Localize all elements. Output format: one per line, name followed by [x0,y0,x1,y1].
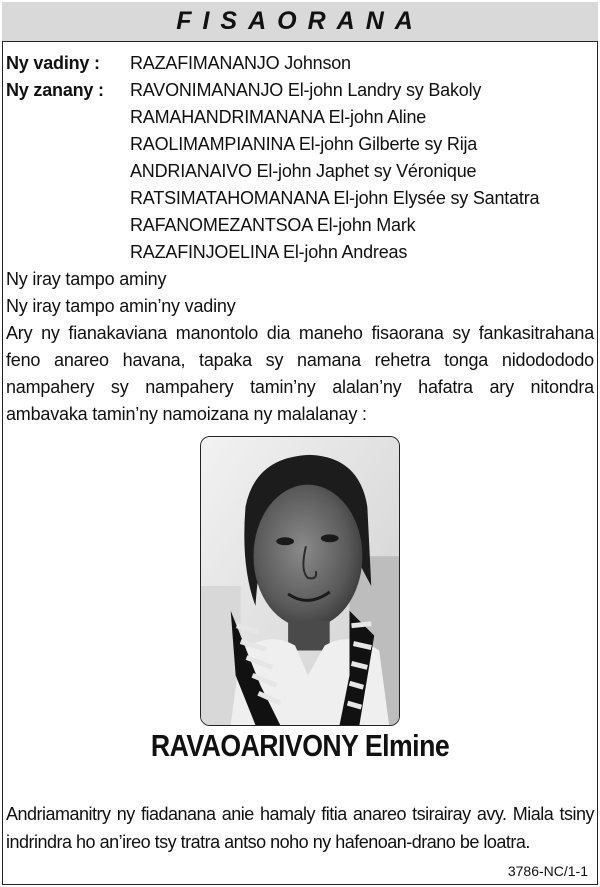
children-label: Ny zanany : [6,80,104,100]
child-name: RAOLIMAMPIANINA El-john Gilberte sy Rija [130,134,478,154]
notice-body [6,50,594,428]
deceased-photo [200,436,400,726]
spouse-label: Ny vadiny : [6,53,100,73]
portrait-image [201,437,399,725]
child-name: RAVONIMANANJO El-john Landry sy Bakoly [130,80,482,100]
child-name: RATSIMATAHOMANANA El-john Elysée sy Santatra [130,188,540,208]
closing-paragraph: Andriamanitry ny fiadanana anie hamaly fitia anareo tsirairay avy. Miala tsiny indrindra ho an’ireo tsy tratra antso noho ny hafenoan-drano be loatra. [6,804,594,852]
family-line: Ny iray tampo aminy [6,269,167,289]
spouse-row [6,50,594,77]
deceased-name: RAVAOARIVONY Elmine [150,728,450,763]
notice-title: FISAORANA [176,7,424,35]
reference-code: 3786-NC/1-1 [507,863,588,879]
child-name: RAFANOMEZANTSOA El-john Mark [130,215,416,235]
child-name: RAMAHANDRIMANANA El-john Aline [130,107,427,127]
spouse-name: RAZAFIMANANJO Johnson [130,53,351,73]
family-line: Ny iray tampo amin’ny vadiny [6,296,236,316]
child-name: ANDRIANAIVO El-john Japhet sy Véronique [130,161,477,181]
intro-paragraph: Ary ny fianakaviana manontolo dia maneho fisaorana sy fankasitrahana feno anareo havana, tapaka sy namana rehetra tonga nidodododo nampahery sy nampahery tamin’ny alalan’ny hafatra ary nitondra ambavaka tamin’ny namoizana ny malalanay : [6,323,594,424]
child-name: RAZAFINJOELINA El-john Andreas [130,242,408,262]
notice-header [2,2,598,42]
children-row [6,77,594,104]
